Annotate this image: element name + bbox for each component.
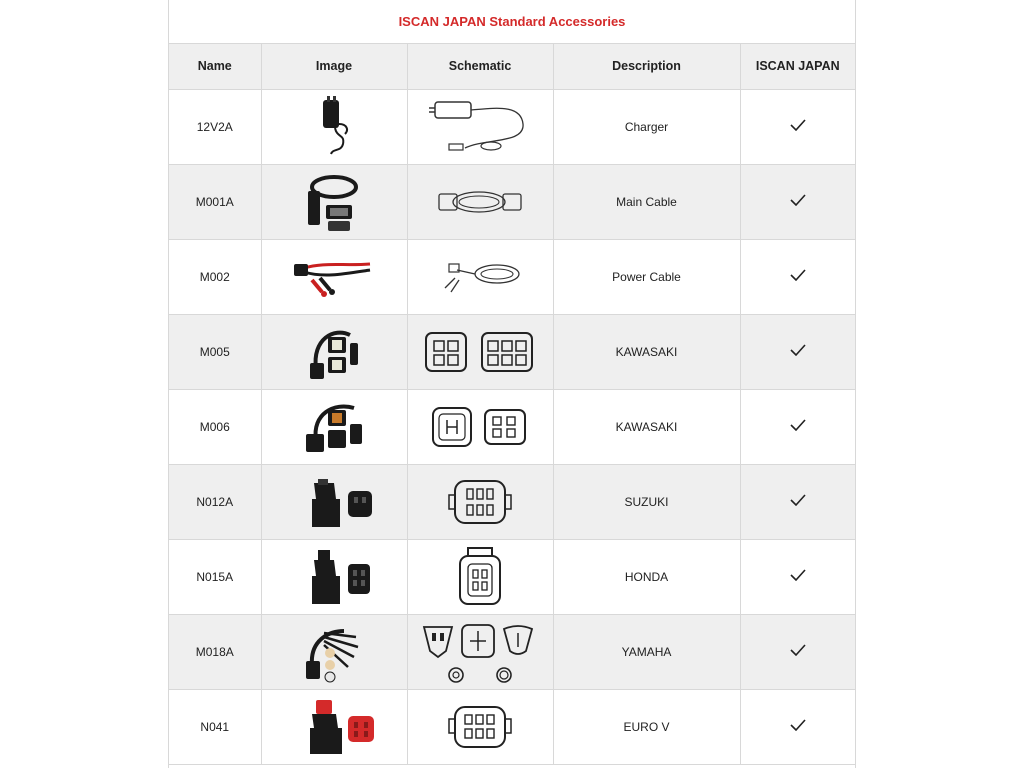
- charger-schematic-icon: [425, 94, 535, 160]
- connector-schematic-icon: [450, 544, 510, 610]
- row-included: [740, 614, 855, 689]
- check-icon: [790, 569, 806, 581]
- row-schematic: [407, 464, 553, 539]
- row-image: [261, 164, 407, 239]
- row-included: [740, 689, 855, 764]
- row-name: N012A: [169, 464, 261, 539]
- row-description: YAMAHA: [553, 614, 740, 689]
- power-cable-photo-icon: [284, 244, 384, 310]
- table-row: [169, 614, 855, 689]
- connector-schematic-icon: [418, 619, 542, 685]
- row-description: EURO V: [553, 689, 740, 764]
- check-icon: [790, 644, 806, 656]
- row-schematic: [407, 539, 553, 614]
- table-row: [169, 689, 855, 764]
- header-iscan-japan: ISCAN JAPAN: [740, 44, 855, 89]
- table-row: [169, 389, 855, 464]
- adapter-red-photo-icon: [284, 694, 384, 760]
- row-schematic: [407, 689, 553, 764]
- row-included: [740, 314, 855, 389]
- adapter-photo-icon: [284, 544, 384, 610]
- row-included: [740, 539, 855, 614]
- main-cable-photo-icon: [284, 169, 384, 235]
- row-description: Charger: [553, 89, 740, 164]
- connector-schematic-icon: [420, 327, 540, 377]
- row-schematic: [407, 164, 553, 239]
- row-image: [261, 464, 407, 539]
- charger-photo-icon: [289, 94, 379, 160]
- check-icon: [790, 719, 806, 731]
- adapter-cable-photo-icon: [284, 394, 384, 460]
- row-schematic: [407, 314, 553, 389]
- adapter-cable-photo-icon: [284, 319, 384, 385]
- row-included: [740, 389, 855, 464]
- row-included: [740, 239, 855, 314]
- accessories-table: [169, 44, 855, 765]
- check-icon: [790, 419, 806, 431]
- row-description: KAWASAKI: [553, 389, 740, 464]
- row-schematic: [407, 89, 553, 164]
- row-image: [261, 314, 407, 389]
- row-image: [261, 239, 407, 314]
- power-cable-schematic-icon: [425, 244, 535, 310]
- row-name: M005: [169, 314, 261, 389]
- row-included: [740, 464, 855, 539]
- adapter-photo-icon: [284, 469, 384, 535]
- row-image: [261, 689, 407, 764]
- accessories-sheet: [168, 0, 856, 768]
- connector-schematic-icon: [425, 402, 535, 452]
- check-icon: [790, 194, 806, 206]
- page-title: ISCAN JAPAN Standard Accessories: [169, 0, 855, 44]
- row-included: [740, 89, 855, 164]
- main-cable-schematic-icon: [425, 169, 535, 235]
- check-icon: [790, 119, 806, 131]
- table-row: [169, 539, 855, 614]
- row-schematic: [407, 614, 553, 689]
- row-description: Main Cable: [553, 164, 740, 239]
- row-description: Power Cable: [553, 239, 740, 314]
- connector-schematic-icon: [445, 473, 515, 531]
- row-image: [261, 89, 407, 164]
- row-description: KAWASAKI: [553, 314, 740, 389]
- table-header-row: [169, 44, 855, 89]
- row-image: [261, 614, 407, 689]
- row-name: M006: [169, 389, 261, 464]
- connector-schematic-icon: [445, 699, 515, 755]
- header-image: Image: [261, 44, 407, 89]
- row-name: M018A: [169, 614, 261, 689]
- table-row: [169, 164, 855, 239]
- row-name: N015A: [169, 539, 261, 614]
- row-name: M002: [169, 239, 261, 314]
- header-name: Name: [169, 44, 261, 89]
- check-icon: [790, 344, 806, 356]
- check-icon: [790, 269, 806, 281]
- row-schematic: [407, 389, 553, 464]
- multi-cable-photo-icon: [284, 619, 384, 685]
- table-row: [169, 89, 855, 164]
- table-row: [169, 314, 855, 389]
- row-description: HONDA: [553, 539, 740, 614]
- row-included: [740, 164, 855, 239]
- row-name: M001A: [169, 164, 261, 239]
- row-schematic: [407, 239, 553, 314]
- row-description: SUZUKI: [553, 464, 740, 539]
- header-description: Description: [553, 44, 740, 89]
- row-name: 12V2A: [169, 89, 261, 164]
- row-image: [261, 539, 407, 614]
- row-image: [261, 389, 407, 464]
- table-row: [169, 239, 855, 314]
- row-name: N041: [169, 689, 261, 764]
- check-icon: [790, 494, 806, 506]
- table-row: [169, 464, 855, 539]
- header-schematic: Schematic: [407, 44, 553, 89]
